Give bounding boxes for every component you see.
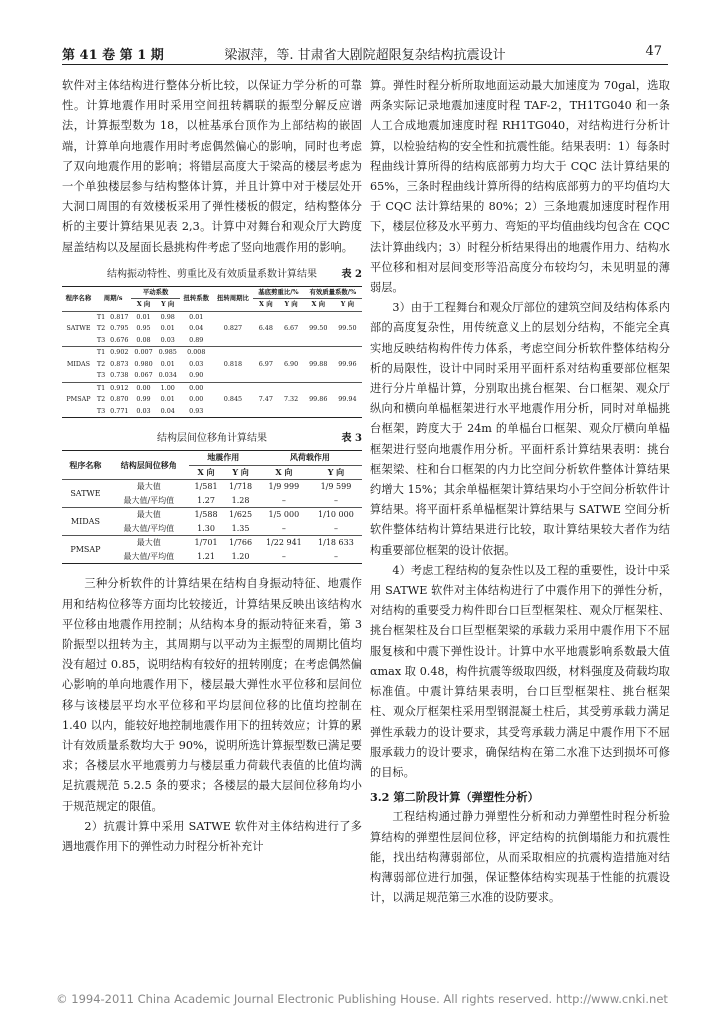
t2-period: 0.902 <box>107 347 131 359</box>
t3-wind-y: 1/10 000 <box>310 508 362 522</box>
t2-period: 0.771 <box>110 406 129 415</box>
t3-sub-y: Y 向 <box>223 465 258 480</box>
t2-header-shear-ratio: 基底剪重比/% <box>253 286 304 299</box>
t2-shear-y: 7.32 <box>278 382 303 418</box>
t2-shear-x: 7.47 <box>253 382 278 418</box>
t2-mass-y: 99.96 <box>333 347 362 383</box>
page-header <box>62 40 668 65</box>
t2-program: MIDAS <box>62 347 95 383</box>
t3-header-program: 程序名称 <box>62 451 109 480</box>
t2-header-program: 程序名称 <box>62 286 95 311</box>
t2-torsion: 0.04 <box>189 324 204 333</box>
table-row <box>62 508 362 522</box>
t2-period: 0.817 <box>107 311 131 323</box>
t2-period: 0.912 <box>107 382 131 394</box>
t3-eq-x: 1.27 <box>197 495 215 505</box>
t2-program: SATWE <box>62 311 95 347</box>
t2-torsion: 0.01 <box>180 311 213 323</box>
t3-sub-x: X 向 <box>189 465 224 480</box>
t2-ty: 0.01 <box>160 395 175 404</box>
t2-tx: 0.99 <box>136 395 151 404</box>
t2-mass-y: 99.94 <box>333 382 362 418</box>
t3-eq-x: 1/701 <box>189 536 224 550</box>
t3-program: PMSAP <box>62 536 109 564</box>
t2-torsion: 0.008 <box>180 347 213 359</box>
t3-label: 最大值 <box>109 480 189 494</box>
t2-ty: 0.01 <box>160 324 175 333</box>
t2-torsion: 0.00 <box>189 395 204 404</box>
t2-shear-x: 6.48 <box>253 311 278 347</box>
t2-header-period: 周期/s <box>95 286 132 311</box>
t2-ratio: 0.845 <box>213 382 254 418</box>
t3-label: 最大值/平均值 <box>123 551 175 561</box>
t3-wind-x: 1/22 941 <box>258 536 310 550</box>
t2-sub-x: X 向 <box>304 299 333 312</box>
paragraph-elastoplastic: 工程结构通过静力弹塑性分析和动力弹塑性时程分析验算结构的弹塑性层间位移，评定结构的抗倒塌能力和抗震性能，找出结构薄弱部位，从而采取相应的抗震构造措施对结构薄弱部位进行加强，保证整体结构实现基于性能的抗震设计，以满足规范第三水准的设防要求。 <box>370 810 670 905</box>
table3-caption <box>62 432 362 446</box>
t2-ty: 0.03 <box>160 335 175 344</box>
t3-wind-y: – <box>333 523 338 533</box>
t3-wind-x: – <box>281 523 286 533</box>
t2-ratio: 0.827 <box>213 311 254 347</box>
t2-shear-y: 6.90 <box>278 347 303 383</box>
table-row <box>62 480 362 494</box>
table2-title: 结构振动特性、剪重比及有效质量系数计算结果 <box>107 268 317 280</box>
t3-eq-y: 1.28 <box>231 495 250 505</box>
paragraph-three-software: 三种分析软件的计算结果在结构自身振动特征、地震作用和结构位移等方面均比较接近，计算结果反映出该结构水平位移由地震作用控制；从结构本身的振动特征来看，第 3 阶振型以扭转为主，其周期与以平动为主振型的周期比值均没有超过 0.85，说明结构有较好的扭转刚度；在考虑偶然偏心影响的单向地震作用下，楼层最大弹性水平位移和层间位移与该楼层平均水平位移和平均层间位移的比值均控制在 1.40 以内，能较好地控制地震作用下的扭转效应；计算的累计有效质量系数均大于 90%，说明所选计算振型数已满足要求；各楼层水平地震剪力与楼层重力荷载代表值的比值均满足抗震规范 5.2.5 条的要求；各楼层的最大层间位移角均小于规范规定的限值。 <box>62 577 362 813</box>
t2-ty: 0.01 <box>160 359 175 368</box>
t3-eq-x: 1.21 <box>197 551 215 561</box>
t2-tx: 0.01 <box>131 311 155 323</box>
t2-mode: T1 <box>95 382 107 394</box>
t3-eq-y: 1/766 <box>223 536 258 550</box>
t2-ty: 0.985 <box>156 347 180 359</box>
t2-mass-y: 99.50 <box>333 311 362 347</box>
t2-mode: T1 <box>95 311 107 323</box>
t2-mass-x: 99.50 <box>304 311 333 347</box>
table-row <box>62 382 362 394</box>
t2-period: 0.795 <box>110 324 129 333</box>
t2-header-torsion: 扭转系数 <box>180 286 213 311</box>
t3-wind-x: – <box>281 551 286 561</box>
paragraph-analysis-intro: 软件对主体结构进行整体分析比较，以保证力学分析的可靠性。计算地震作用时采用空间扭转耦联的振型分解反应谱法，计算振型数为 18，以桩基承台顶作为上部结构的嵌固端，计算单向地震作用时考虑偶然偏心的影响，同时也考虑了双向地震作用的影响；将错层高度大于梁高的楼层考虑为一个单独楼层参与结构整体计算，并且计算中对于楼层处开大洞口周围的有效楼板采用了弹性楼板的假定，结构整体分析的主要计算结果见表 2,3。计算中对舞台和观众厅大跨度屋盖结构以及屋面长悬挑构件考虑了竖向地震作用的影响。 <box>62 79 362 254</box>
t3-eq-x: 1/581 <box>189 480 224 494</box>
table-row <box>62 536 362 550</box>
running-title: 梁淑萍，等. 甘肃省大剧院超限复杂结构抗震设计 <box>224 48 506 63</box>
t2-mode: T2 <box>96 395 106 404</box>
t3-wind-y: – <box>333 495 338 505</box>
t2-mass-x: 99.88 <box>304 347 333 383</box>
table2-vibration-characteristics <box>62 286 362 419</box>
t2-ratio: 0.818 <box>213 347 254 383</box>
t2-mass-x: 99.86 <box>304 382 333 418</box>
t3-header-drift: 结构层间位移角 <box>109 451 189 480</box>
t3-wind-x: 1/5 000 <box>258 508 310 522</box>
t2-mode: T3 <box>96 335 106 344</box>
t2-ty: 0.98 <box>156 311 180 323</box>
t2-torsion: 0.00 <box>180 382 213 394</box>
t2-torsion: 0.89 <box>189 335 204 344</box>
t2-tx: 0.03 <box>136 406 151 415</box>
t2-tx: 0.95 <box>136 324 151 333</box>
t3-eq-y: 1/625 <box>223 508 258 522</box>
page-footer <box>36 992 688 1006</box>
t2-sub-y: Y 向 <box>156 299 180 312</box>
t3-header-wind: 风荷载作用 <box>258 451 362 466</box>
page-number: 47 <box>645 44 662 59</box>
t3-header-earthquake: 地震作用 <box>189 451 258 466</box>
t3-eq-y: 1/718 <box>223 480 258 494</box>
t2-ty: 1.00 <box>156 382 180 394</box>
t3-eq-y: 1.35 <box>231 523 250 533</box>
t3-sub-y: Y 向 <box>310 465 362 480</box>
table2-caption <box>62 268 362 282</box>
t2-torsion: 0.90 <box>189 371 204 380</box>
t2-mode: T1 <box>95 347 107 359</box>
t2-ty: 0.034 <box>158 371 177 380</box>
t2-sub-y: Y 向 <box>333 299 362 312</box>
t2-mode: T3 <box>96 406 106 415</box>
t2-mode: T2 <box>96 324 106 333</box>
t3-program: SATWE <box>62 480 109 508</box>
t2-mode: T2 <box>96 359 106 368</box>
t3-wind-y: 1/18 633 <box>310 536 362 550</box>
t2-tx: 0.08 <box>136 335 151 344</box>
table3-title: 结构层间位移角计算结果 <box>157 433 267 445</box>
t3-wind-y: – <box>333 551 338 561</box>
t2-period: 0.676 <box>110 335 129 344</box>
t3-label: 最大值/平均值 <box>123 495 175 505</box>
footer-url: http://www.cnki.net <box>555 992 668 1006</box>
t2-header-period-ratio: 扭转周期比 <box>213 286 254 311</box>
t3-eq-y: 1.20 <box>231 551 250 561</box>
table-row <box>62 311 362 323</box>
t2-sub-x: X 向 <box>131 299 155 312</box>
t2-torsion: 0.03 <box>189 359 204 368</box>
right-column <box>370 76 670 908</box>
t3-eq-x: 1/588 <box>189 508 224 522</box>
paragraph-plane-frame: 3）由于工程舞台和观众厅部位的建筑空间及结构体系内部的高度复杂性，用传统意义上的层划分结构，不能完全真实地反映结构构件传力体系，考虑空间分析软件整体结构分析的局限性，设计中同时采用平面杆系对结构重要部位框架进行分片单榀计算，分别取出挑台框架、台口框架、观众厅纵向和横向单榀框架进行水平地震作用分析，同时对单榀挑台框架，跨度大于 24m 的单榀台口框架、观众厅横向单榀框架进行竖向地震作用分析。平面杆系计算结果表明：挑台框架梁、柱和台口框架的内力比空间分析软件整体计算结果约增大 15%；其余单榀框架计算结果均小于空间分析软件计算结果。将平面杆系单榀框架计算结果与 SATWE 空间分析软件整体结构计算结果进行比较，取计算结果较大者作为结构重要部位框架的设计依据。 <box>370 301 670 557</box>
table3-number: 表 3 <box>341 433 362 445</box>
t3-eq-x: 1.30 <box>197 523 215 533</box>
copyright-notice: © 1994-2011 China Academic Journal Electronic Publishing House. All rights reserved. <box>56 992 553 1006</box>
t2-tx: 0.980 <box>134 359 153 368</box>
t2-torsion: 0.93 <box>189 406 204 415</box>
t2-shear-y: 6.67 <box>278 311 303 347</box>
t2-sub-y: Y 向 <box>278 299 303 312</box>
t2-period: 0.738 <box>110 371 129 380</box>
paragraph-timehistory-start: 2）抗震计算中采用 SATWE 软件对主体结构进行了多遇地震作用下的弹性动力时程分析补充计 <box>62 819 362 853</box>
t3-sub-x: X 向 <box>258 465 310 480</box>
t2-sub-x: X 向 <box>253 299 278 312</box>
journal-issue: 第 41 卷 第 1 期 <box>62 48 164 63</box>
t2-tx: 0.007 <box>131 347 155 359</box>
table2-number: 表 2 <box>341 268 362 280</box>
t2-header-translation: 平动系数 <box>131 286 179 299</box>
t2-ty: 0.04 <box>160 406 175 415</box>
t2-tx: 0.00 <box>131 382 155 394</box>
table-row <box>62 347 362 359</box>
t2-period: 0.873 <box>110 359 129 368</box>
table3-story-drift <box>62 450 362 564</box>
t3-program: MIDAS <box>62 508 109 536</box>
paragraph-moderate-earthquake: 4）考虑工程结构的复杂性以及工程的重要性，设计中采用 SATWE 软件对主体结构进行了中震作用下的弹性分析，对结构的重要受力构件即台口巨型框架柱、观众厅框架柱、挑台框架柱及台口巨型框架梁的承载力采用中震作用下不屈服复核和中震下弹性设计。计算中水平地震影响系数最大值 αmax 取 0.48，构件抗震等级取四级，材料强度及荷载均取标准值。中震计算结果表明，台口巨型框架柱、挑台框架柱、观众厅框架柱采用型钢混凝土柱后，其受剪承载力满足弹性承载力的设计要求，其受弯承载力满足中震作用下不屈服承载力的设计要求，确保结构在第二水准下达到损坏可修的目标。 <box>370 563 670 779</box>
t2-period: 0.870 <box>110 395 129 404</box>
t3-label: 最大值 <box>109 536 189 550</box>
t3-wind-x: 1/9 999 <box>258 480 310 494</box>
t2-mode: T3 <box>96 371 106 380</box>
t3-label: 最大值 <box>109 508 189 522</box>
t2-shear-x: 6.97 <box>253 347 278 383</box>
t3-wind-x: – <box>281 495 286 505</box>
t2-tx: 0.067 <box>134 371 153 380</box>
t3-wind-y: 1/9 599 <box>310 480 362 494</box>
paragraph-timehistory-cont: 算。弹性时程分析所取地面运动最大加速度为 70gal，选取两条实际记录地震加速度时程 TAF-2，TH1TG040 和一条人工合成地震加速度时程 RH1TG040，对结构进行分析计算，以检验结构的安全性和抗震性能。结果表明：1）每条时程曲线计算所得的结构底部剪力均大于 CQC 法计算结果的 65%，三条时程曲线计算所得的结构底部剪力的平均值均大于 CQC 法计算结果的 80%；2）三条地震加速度时程作用下，楼层位移及水平剪力、弯矩的平均值曲线均包含在 CQC 法计算曲线内；3）时程分析结果得出的地震作用力、结构水平位移和相对层间变形等沿高度分布较均匀，未见明显的薄弱层。 <box>370 79 670 295</box>
t3-label: 最大值/平均值 <box>123 523 175 533</box>
t2-program: PMSAP <box>62 382 95 418</box>
left-column <box>62 76 362 857</box>
t2-header-mass-ratio: 有效质量系数/% <box>304 286 362 299</box>
section-title: 3.2 第二阶段计算（弹塑性分析） <box>370 790 539 805</box>
